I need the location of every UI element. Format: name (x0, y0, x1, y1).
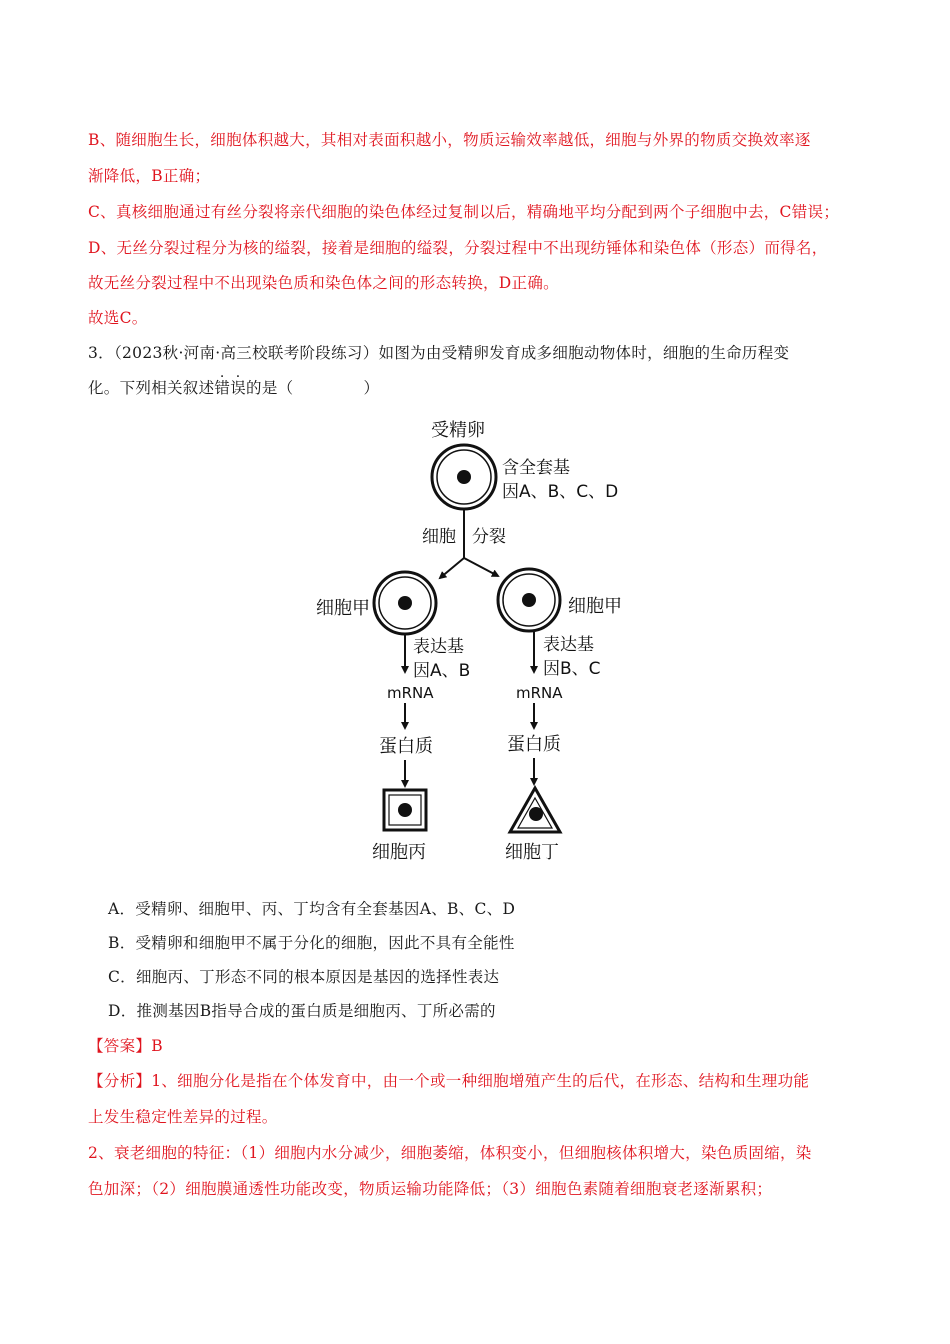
question-line2 (88, 378, 379, 398)
option-c: C．细胞丙、丁形态不同的根本原因是基因的选择性表达 (108, 968, 500, 986)
express-left-line1: 表达基 (413, 637, 464, 657)
explanation-d-line2: 故无丝分裂过程中不出现染色质和染色体之间的形态转换，D正确。 (88, 274, 559, 292)
question-text-c: ） (363, 379, 380, 397)
cell-bing-shape (384, 790, 426, 830)
answer-label: 【答案】 (88, 1037, 152, 1055)
gene-note-line1: 含全套基 (502, 458, 570, 478)
explanation-c-line: C、真核细胞通过有丝分裂将亲代细胞的染色体经过复制以后，精确地平均分配到两个子细胞中去，C错误； (88, 203, 840, 221)
protein-left-label: 蛋白质 (379, 736, 433, 757)
analysis-line3: 2、衰老细胞的特征：（1）细胞内水分减少，细胞萎缩，体积变小，但细胞核体积增大，染色质固缩，染 (88, 1144, 812, 1162)
express-right-line2: 因B、C (543, 659, 601, 679)
cell-differentiation-diagram (300, 410, 660, 870)
cell-a-right-label: 细胞甲 (568, 596, 622, 617)
emphasis-char-1: 错 (214, 379, 231, 397)
analysis-line4: 色加深；（2）细胞膜通透性功能改变，物质运输功能降低；（3）细胞色素随着细胞衰老逐渐累积； (88, 1180, 773, 1198)
cell-a-left-label: 细胞甲 (316, 598, 370, 619)
question-text-b: 的是（ (246, 379, 294, 397)
explanation-b-line1: B、随细胞生长，细胞体积越大，其相对表面积越小，物质运输效率越低，细胞与外界的物质交换效率逐 (88, 131, 811, 149)
cell-a-right (498, 569, 560, 631)
mrna-right-label: mRNA (516, 684, 563, 702)
answer-value: B (151, 1037, 163, 1055)
option-d: D．推测基因B指导合成的蛋白质是细胞丙、丁所必需的 (108, 1002, 496, 1020)
analysis-line1 (88, 1071, 809, 1091)
choose-line: 故选C。 (88, 309, 148, 327)
zygote-label: 受精卵 (431, 420, 485, 441)
cell-ding-shape (510, 788, 560, 832)
question-text-a: 化。下列相关叙述 (88, 379, 215, 397)
cell-ding-label: 细胞丁 (505, 842, 559, 863)
mrna-left-label: mRNA (387, 684, 434, 702)
analysis-text-1: 1、细胞分化是指在个体发育中，由一个或一种细胞增殖产生的后代，在形态、结构和生理功能 (151, 1072, 810, 1090)
explanation-d-line1: D、无丝分裂过程分为核的缢裂，接着是细胞的缢裂，分裂过程中不出现纺锤体和染色体（形态）而得名， (88, 239, 828, 257)
division-label-2: 分裂 (472, 527, 506, 547)
cell-a-left (374, 572, 436, 634)
cell-bing-label: 细胞丙 (372, 842, 426, 863)
option-a: A．受精卵、细胞甲、丙、丁均含有全套基因A、B、C、D (108, 900, 516, 918)
analysis-line2: 上发生稳定性差异的过程。 (88, 1108, 278, 1126)
analysis-label: 【分析】 (88, 1072, 152, 1090)
express-left-line2: 因A、B (413, 661, 471, 681)
answer-line (88, 1036, 163, 1056)
division-label-1: 细胞 (422, 527, 456, 547)
protein-right-label: 蛋白质 (507, 734, 561, 755)
express-right-line1: 表达基 (543, 635, 594, 655)
gene-note-line2: 因A、B、C、D (502, 482, 619, 502)
division-arrow-right (464, 558, 498, 576)
question-line1: 3．（2023秋·河南·高三校联考阶段练习）如图为由受精卵发育成多细胞动物体时，细胞的生命历程变 (88, 344, 790, 362)
zygote-cell (432, 445, 496, 509)
emphasis-char-2: 误 (230, 379, 247, 397)
option-b: B．受精卵和细胞甲不属于分化的细胞，因此不具有全能性 (108, 934, 515, 952)
explanation-b-line2: 渐降低，B正确； (88, 167, 211, 185)
division-arrow-left (440, 558, 464, 578)
